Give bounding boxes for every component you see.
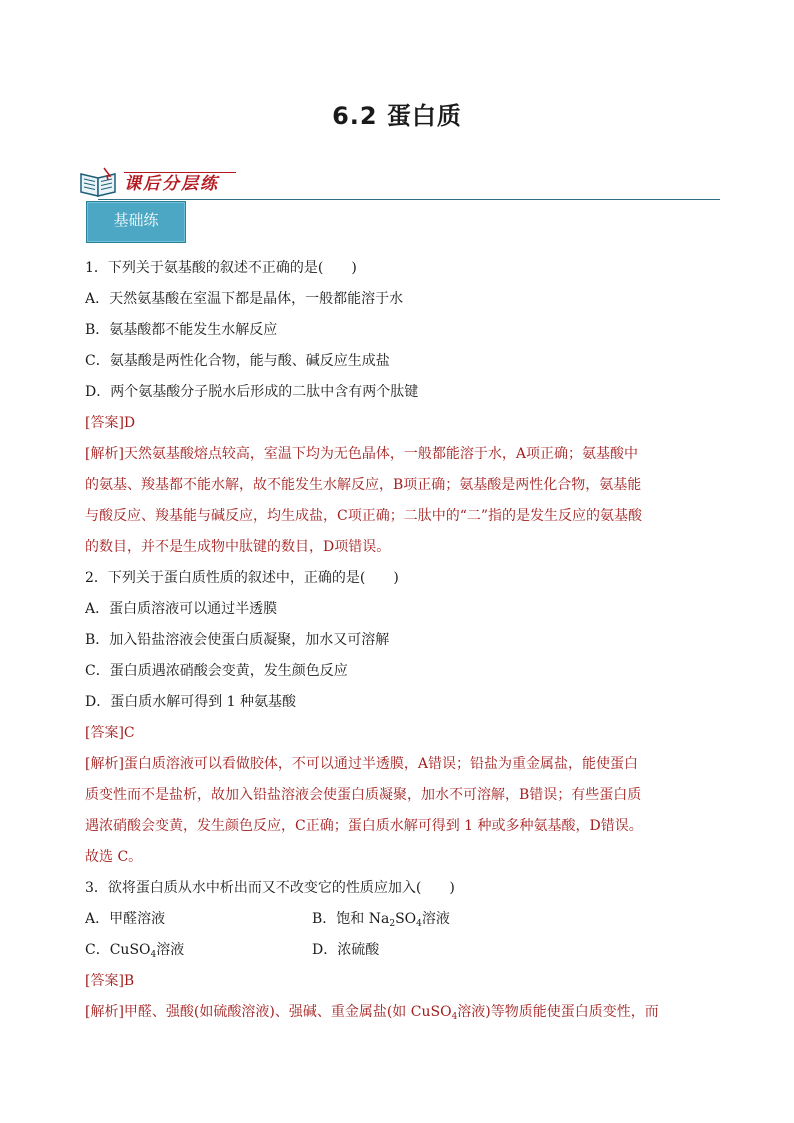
question-3-option-b	[312, 904, 450, 935]
option-b-text: 溶液	[421, 911, 450, 927]
question-2-stem: 2．下列关于蛋白质性质的叙述中，正确的是( )	[85, 570, 399, 586]
question-3-analysis-line	[85, 997, 735, 1028]
question-1-option-d: D．两个氨基酸分子脱水后形成的二肽中含有两个肽键	[85, 384, 419, 400]
question-3-answer: [答案]B	[85, 973, 135, 989]
question-2-option-b: B．加入铅盐溶液会使蛋白质凝聚，加水又可溶解	[85, 632, 390, 648]
question-3-option-d: D．浓硫酸	[312, 942, 380, 958]
option-c-text: C．CuSO	[85, 942, 151, 958]
question-2-answer: [答案]C	[85, 725, 135, 741]
subscript: 4	[150, 950, 157, 960]
question-2-option-d: D．蛋白质水解可得到 1 种氨基酸	[85, 694, 297, 710]
section-header	[78, 166, 720, 200]
subscript: 4	[416, 919, 422, 929]
subscript: 4	[451, 1012, 458, 1022]
question-2-option-c: C．蛋白质遇浓硝酸会变黄，发生颜色反应	[85, 663, 348, 679]
question-2-analysis-line: [解析]蛋白质溶液可以看做胶体，不可以通过半透膜，A错误；铅盐为重金属盐，能使蛋白	[85, 756, 639, 772]
question-3-options-row-2	[85, 935, 735, 966]
content	[85, 253, 735, 1028]
analysis-text: 溶液)等物质能使蛋白质变性，而	[457, 1004, 659, 1020]
option-b-text: SO	[395, 911, 417, 927]
question-1-option-b: B．氨基酸都不能发生水解反应	[85, 322, 278, 338]
question-3-option-c	[85, 935, 312, 966]
question-1-stem: 1．下列关于氨基酸的叙述不正确的是( )	[85, 260, 357, 276]
question-3-stem: 3．欲将蛋白质从水中析出而又不改变它的性质应加入( )	[85, 880, 455, 896]
tab-basic-practice[interactable]: 基础练	[86, 201, 186, 243]
question-2-option-a: A．蛋白质溶液可以通过半透膜	[85, 601, 278, 617]
book-icon	[78, 166, 120, 198]
question-2-analysis-line: 质变性而不是盐析，故加入铅盐溶液会使蛋白质凝聚，加水不可溶解，B错误；有些蛋白质	[85, 787, 642, 803]
question-1-analysis-line: 与酸反应、羧基能与碱反应，均生成盐，C项正确；二肽中的“二”指的是发生反应的氨基酸	[85, 508, 643, 524]
question-1-option-a: A．天然氨基酸在室温下都是晶体，一般都能溶于水	[85, 291, 404, 307]
question-2-analysis-line: 故选 C。	[85, 849, 143, 865]
page-title: 6.2 蛋白质	[332, 102, 462, 130]
option-c-text: 溶液	[156, 942, 185, 958]
option-b-text: B．饱和 Na	[312, 911, 390, 927]
question-1-analysis-line: [解析]天然氨基酸熔点较高，室温下均为无色晶体，一般都能溶于水，A项正确；氨基酸中	[85, 446, 639, 462]
question-2-analysis-line: 遇浓硝酸会变黄，发生颜色反应，C正确；蛋白质水解可得到 1 种或多种氨基酸，D错误。	[85, 818, 643, 834]
question-3-options-row-1	[85, 904, 735, 935]
question-3-option-a: A．甲醛溶液	[85, 911, 166, 927]
question-1-analysis-line: 的数目，并不是生成物中肽键的数目，D项错误。	[85, 539, 391, 555]
analysis-text: [解析]甲醛、强酸(如硫酸溶液)、强碱、重金属盐(如 CuSO	[85, 1004, 452, 1020]
section-title: 课后分层练	[124, 174, 219, 194]
question-1-analysis-line: 的氨基、羧基都不能水解，故不能发生水解反应，B项正确；氨基酸是两性化合物，氨基能	[85, 477, 642, 493]
header-rule	[98, 199, 720, 200]
subscript: 2	[389, 919, 396, 929]
question-1-answer: [答案]D	[85, 415, 136, 431]
question-1-option-c: C．氨基酸是两性化合物，能与酸、碱反应生成盐	[85, 353, 390, 369]
